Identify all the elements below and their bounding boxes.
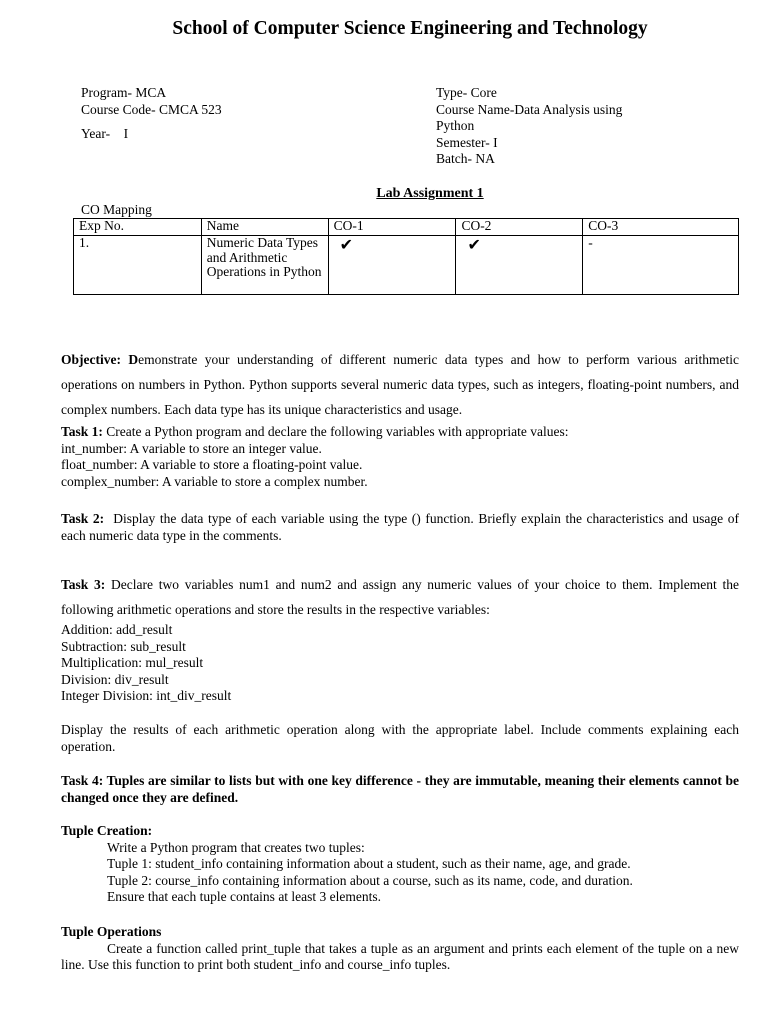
cell-name: Numeric Data Types and Arithmetic Operations in Python <box>201 236 328 295</box>
course-name-line2: Python <box>436 118 475 133</box>
header-exp-no: Exp No. <box>74 219 202 236</box>
list-item: Multiplication: mul_result <box>61 655 204 670</box>
task2-block <box>61 511 743 544</box>
cell-co2 <box>456 236 583 295</box>
program: Program- MCA <box>81 85 167 100</box>
tuple-creation-block <box>61 823 739 906</box>
cell-co1 <box>328 236 456 295</box>
tuple-creation-line: Ensure that each tuple contains at least 3 elements. <box>107 889 382 904</box>
header-co3: CO-3 <box>583 219 739 236</box>
tuple-creation-heading: Tuple Creation: <box>61 823 153 838</box>
checkmark-icon: ✔ <box>339 237 354 254</box>
list-item: Integer Division: int_div_result <box>61 688 232 703</box>
batch: Batch- NA <box>436 151 495 166</box>
tuple-operations-block <box>61 924 739 974</box>
tuple-creation-line: Tuple 1: student_info containing information about a student, such as their name, age, and grade. <box>107 856 631 871</box>
tuple-operations-text: Create a function called print_tuple that takes a tuple as an argument and prints each element of the tuple on a new line. Use this function to print both student_info and course_info tuples. <box>61 940 739 972</box>
objective-label: Objective: D <box>61 352 139 367</box>
task1-label: Task 1: <box>61 424 103 439</box>
tuple-operations-heading: Tuple Operations <box>61 924 162 939</box>
table-row <box>74 236 739 295</box>
task4-text: Task 4: Tuples are similar to lists but with one key difference - they are immutable, meaning their elements cannot be changed once they are defined. <box>61 773 739 805</box>
operations-list <box>61 622 739 705</box>
header-name: Name <box>201 219 328 236</box>
course-code: Course Code- CMCA 523 <box>81 101 222 117</box>
cell-co3: - <box>583 236 739 295</box>
objective-text: emonstrate your understanding of different numeric data types and how to perform various arithmetic operations on numbers in Python. Python supports several numeric data types, such as integers, floating-point numbers, and complex numbers. Each data type has its unique characteristics and usage. <box>61 352 739 417</box>
cell-exp-no: 1. <box>74 236 202 295</box>
list-item: Subtraction: sub_result <box>61 638 186 654</box>
task3-text: Declare two variables num1 and num2 and assign any numeric values of your choice to them. Implement the following arithmetic operations and store the results in the respective variables: <box>61 577 739 617</box>
task3-block <box>61 572 739 622</box>
course-name-line1: Course Name-Data Analysis using <box>436 101 623 117</box>
task1-text: Create a Python program and declare the following variables with appropriate values: <box>102 424 569 439</box>
objective-paragraph <box>61 347 739 422</box>
task1-block <box>61 424 739 490</box>
meta-left <box>81 85 381 143</box>
task3-display-text: Display the results of each arithmetic operation along with the appropriate label. Include comments explaining each operation. <box>61 722 739 754</box>
task1-line: int_number: A variable to store an integer value. <box>61 440 322 456</box>
list-item: Addition: add_result <box>61 622 173 637</box>
task3-label: Task 3: <box>61 577 106 592</box>
semester: Semester- I <box>436 134 498 150</box>
course-type: Type- Core <box>436 85 497 100</box>
lab-assignment-heading: Lab Assignment 1 <box>376 186 484 201</box>
co-mapping-table <box>73 218 739 295</box>
list-item: Division: div_result <box>61 671 169 687</box>
table-header-row <box>74 219 739 236</box>
co-mapping-label: CO Mapping <box>81 202 152 217</box>
tuple-creation-line: Write a Python program that creates two tuples: <box>107 839 365 855</box>
tuple-creation-line: Tuple 2: course_info containing information about a course, such as its name, code, and duration. <box>107 872 633 888</box>
header-co2: CO-2 <box>456 219 583 236</box>
meta-gap <box>81 118 381 126</box>
task2-label: Task 2: <box>61 511 105 526</box>
task1-line: float_number: A variable to store a floating-point value. <box>61 457 363 472</box>
page-title: School of Computer Science Engineering and Technology <box>172 18 648 39</box>
task2-text: Display the data type of each variable using the type () function. Briefly explain the characteristics and usage of each numeric data type in the comments. <box>61 511 743 543</box>
header-co1: CO-1 <box>328 219 456 236</box>
meta-right <box>436 85 696 168</box>
year: Year- I <box>81 126 129 141</box>
task1-line: complex_number: A variable to store a complex number. <box>61 473 368 489</box>
checkmark-icon: ✔ <box>467 237 481 254</box>
